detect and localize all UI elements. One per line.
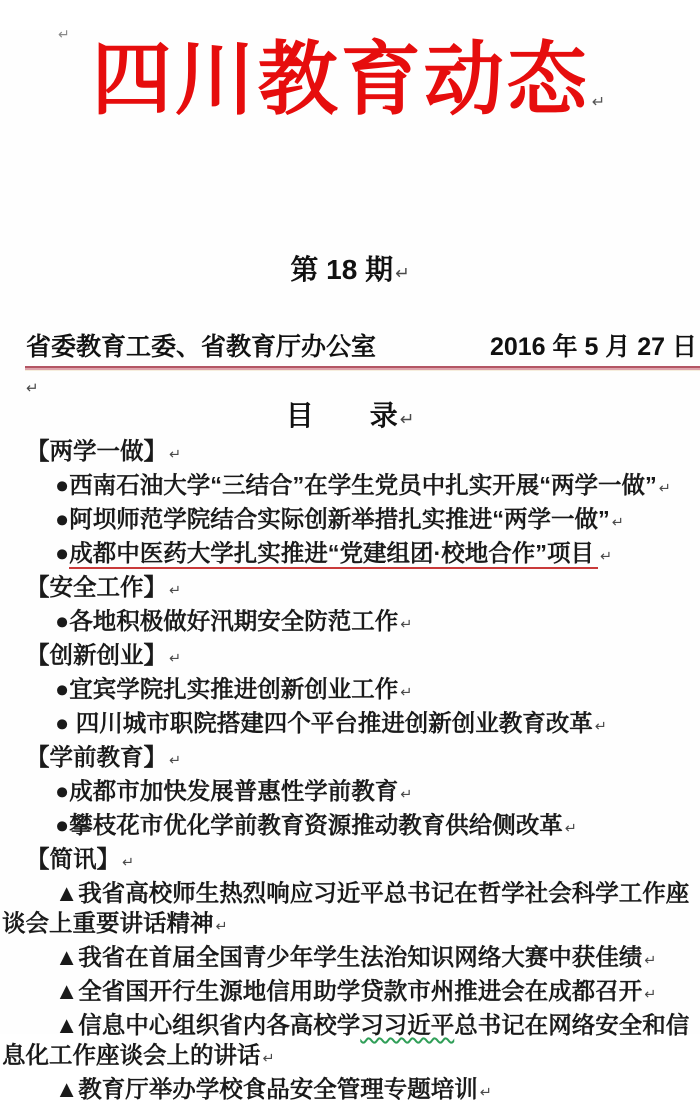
toc-heading [0,399,700,436]
bullet-icon: ● [55,676,70,702]
toc-item-text: 我省高校师生热烈响应习近平总书记在哲学社会科学工作座谈会上重要讲话精神 [2,880,690,936]
toc-item [2,1010,700,1074]
section-label: 【两学一做】 [26,438,167,464]
toc-item [2,776,700,810]
toc-item-text: 攀枝花市优化学前教育资源推动教育供给侧改革 [69,812,563,838]
toc-item [2,878,700,942]
masthead-date: 2016 年 5 月 27 日 [489,333,697,361]
paragraph-mark-icon: ↵ [169,583,182,599]
paragraph-mark-icon: ↵ [644,987,657,1003]
toc-item-text: 总书记在网络安全和信息化工作座谈会上的讲话 [2,1012,690,1068]
bullet-icon: ● [55,472,70,498]
toc-item [2,538,700,572]
toc-item [2,606,700,640]
toc-item [2,504,700,538]
toc-section-header [26,742,700,776]
toc-item [2,708,700,742]
paragraph-mark-icon: ↵ [611,515,624,531]
issue-number [0,253,700,290]
bullet-icon: ● [55,778,70,804]
table-of-contents [0,436,700,1108]
toc-item-text: 阿坝师范学院结合实际创新举措扎实推进“两学一做” [69,506,610,532]
paragraph-mark-icon: ↵ [644,953,657,969]
paragraph-mark-icon: ↵ [26,380,39,397]
paragraph-mark-icon: ↵ [594,719,607,735]
document-title [0,30,700,153]
paragraph-mark-icon: ↵ [591,94,609,111]
toc-item-text: 教育厅举办学校食品安全管理专题培训 [78,1076,478,1102]
triangle-bullet-icon: ▲ [55,880,79,906]
section-label: 【简讯】 [26,846,120,872]
paragraph-mark-icon: ↵ [564,821,577,837]
issue-number-text: 第 18 期 [290,254,394,285]
paragraph-mark-icon: ↵ [395,263,410,283]
masthead-organization: 省委教育工委、省教育厅办公室 [26,333,377,361]
toc-item [2,942,700,976]
paragraph-mark-icon: ↵ [215,919,228,935]
paragraph-mark-icon: ↵ [169,651,182,667]
paragraph-mark-icon: ↵ [400,685,413,701]
toc-item-text: 全省国开行生源地信用助学贷款市州推进会在成都召开 [78,978,643,1004]
toc-heading-text: 目 录 [285,400,398,431]
toc-item-text: 我省在首届全国青少年学生法治知识网络大赛中获佳绩 [78,944,643,970]
bullet-icon: ● [55,608,70,634]
bullet-icon: ● [55,506,70,532]
bullet-icon: ● [55,710,70,736]
paragraph-mark-icon: ↵ [122,855,135,871]
paragraph-mark-icon: ↵ [400,787,413,803]
paragraph-mark-icon: ↵ [58,26,70,42]
toc-item-text: 四川城市职院搭建四个平台推进创新创业教育改革 [69,710,593,736]
triangle-bullet-icon: ▲ [55,1012,79,1038]
paragraph-mark-icon: ↵ [399,409,415,429]
paragraph-mark-icon: ↵ [658,481,671,497]
toc-item [2,470,700,504]
triangle-bullet-icon: ▲ [55,1076,79,1102]
toc-item-text: 信息中心组织省内各高校学 [78,1012,361,1038]
toc-section-header [26,572,700,606]
toc-section-header [26,436,700,470]
toc-item [2,674,700,708]
spellcheck-marked-text: 习习近平 [360,1012,455,1038]
section-label: 【安全工作】 [26,574,167,600]
bullet-icon: ● [55,812,70,838]
bullet-icon: ● [55,540,70,566]
toc-section-header [26,844,700,878]
document-title-text: 四川教育动态 [91,35,590,124]
masthead-divider [25,366,700,371]
toc-item-text: 成都市加快发展普惠性学前教育 [69,778,399,804]
triangle-bullet-icon: ▲ [55,944,79,970]
triangle-bullet-icon: ▲ [55,978,79,1004]
toc-item [2,976,700,1010]
section-label: 【学前教育】 [26,744,167,770]
toc-item [2,1074,700,1108]
paragraph-mark-icon: ↵ [400,617,413,633]
paragraph-mark-icon: ↵ [262,1051,275,1067]
toc-item [2,810,700,844]
red-underlined-text: 成都中医药大学扎实推进“党建组团·校地合作”项目 [69,540,598,569]
toc-item-text: 西南石油大学“三结合”在学生党员中扎实开展“两学一做” [69,472,657,498]
masthead-row [0,332,700,362]
toc-item-text: 各地积极做好汛期安全防范工作 [69,608,399,634]
document-page [0,26,700,1102]
toc-item-text: 宜宾学院扎实推进创新创业工作 [69,676,399,702]
paragraph-mark-icon: ↵ [169,753,182,769]
section-label: 【创新创业】 [26,642,167,668]
paragraph-mark-icon: ↵ [479,1085,492,1101]
toc-section-header [26,640,700,674]
paragraph-mark-icon: ↵ [600,549,613,565]
paragraph-mark-icon: ↵ [169,447,182,463]
